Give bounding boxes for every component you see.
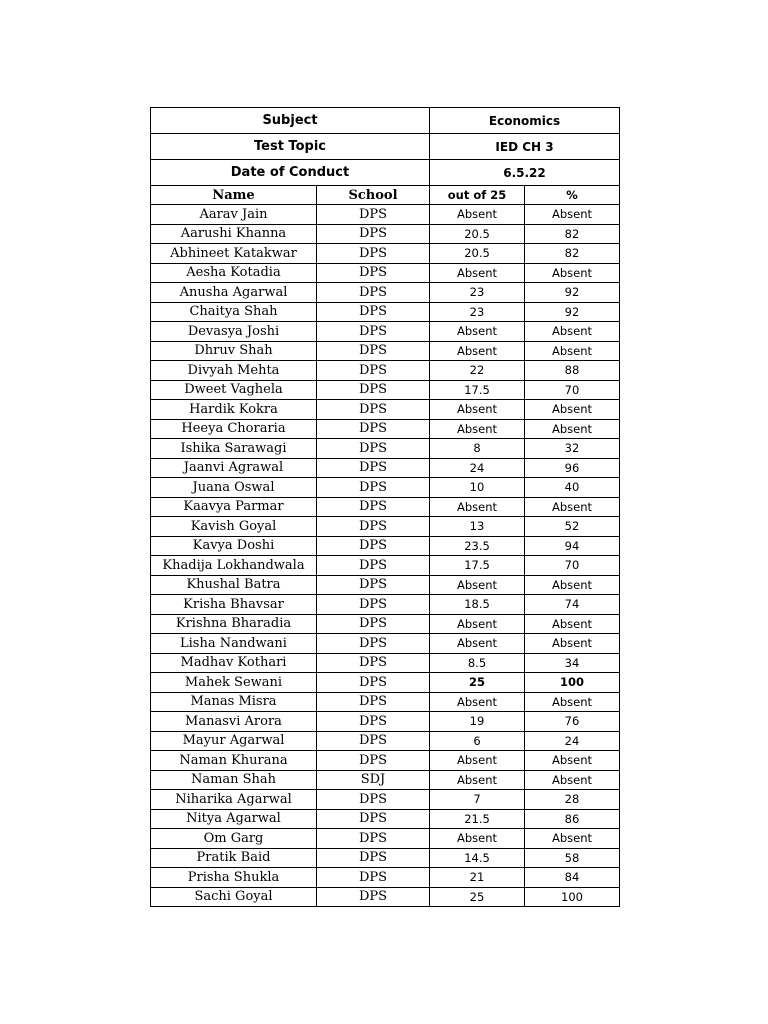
table-row bbox=[151, 614, 620, 634]
table-row bbox=[151, 731, 620, 751]
student-name-cell: Mahek Sewani bbox=[151, 673, 317, 693]
school-cell: DPS bbox=[317, 751, 430, 771]
percent-cell: 96 bbox=[525, 458, 620, 478]
topic-row bbox=[151, 134, 620, 160]
student-name-cell: Aarav Jain bbox=[151, 205, 317, 225]
marks-cell: Absent bbox=[430, 634, 525, 654]
school-cell: SDJ bbox=[317, 770, 430, 790]
percent-cell: 84 bbox=[525, 868, 620, 888]
marks-cell: Absent bbox=[430, 419, 525, 439]
marks-cell: 8 bbox=[430, 439, 525, 459]
percent-cell: Absent bbox=[525, 770, 620, 790]
table-row bbox=[151, 439, 620, 459]
school-cell: DPS bbox=[317, 829, 430, 849]
school-cell: DPS bbox=[317, 302, 430, 322]
marks-cell: 18.5 bbox=[430, 595, 525, 615]
percent-cell: 92 bbox=[525, 283, 620, 303]
subject-label: Subject bbox=[151, 108, 430, 134]
marks-cell: 23.5 bbox=[430, 536, 525, 556]
student-name-cell: Naman Khurana bbox=[151, 751, 317, 771]
student-name-cell: Madhav Kothari bbox=[151, 653, 317, 673]
table-row bbox=[151, 224, 620, 244]
date-row bbox=[151, 160, 620, 186]
school-cell: DPS bbox=[317, 595, 430, 615]
table-row bbox=[151, 575, 620, 595]
percent-cell: Absent bbox=[525, 634, 620, 654]
marks-cell: 25 bbox=[430, 887, 525, 907]
date-label: Date of Conduct bbox=[151, 160, 430, 186]
table-row bbox=[151, 868, 620, 888]
marks-cell: 6 bbox=[430, 731, 525, 751]
percent-cell: Absent bbox=[525, 575, 620, 595]
table-row bbox=[151, 341, 620, 361]
marks-cell: 17.5 bbox=[430, 556, 525, 576]
marks-cell: 20.5 bbox=[430, 244, 525, 264]
school-cell: DPS bbox=[317, 887, 430, 907]
table-row bbox=[151, 673, 620, 693]
school-cell: DPS bbox=[317, 575, 430, 595]
table-row bbox=[151, 263, 620, 283]
student-name-cell: Manas Misra bbox=[151, 692, 317, 712]
percent-cell: Absent bbox=[525, 614, 620, 634]
percent-cell: 58 bbox=[525, 848, 620, 868]
school-cell: DPS bbox=[317, 536, 430, 556]
percent-cell: 28 bbox=[525, 790, 620, 810]
student-name-cell: Niharika Agarwal bbox=[151, 790, 317, 810]
percent-cell: 100 bbox=[525, 887, 620, 907]
student-name-cell: Dhruv Shah bbox=[151, 341, 317, 361]
table-row bbox=[151, 712, 620, 732]
student-name-cell: Pratik Baid bbox=[151, 848, 317, 868]
school-cell: DPS bbox=[317, 809, 430, 829]
subject-row bbox=[151, 108, 620, 134]
student-name-cell: Khushal Batra bbox=[151, 575, 317, 595]
student-name-cell: Manasvi Arora bbox=[151, 712, 317, 732]
marks-cell: 19 bbox=[430, 712, 525, 732]
school-cell: DPS bbox=[317, 790, 430, 810]
percent-cell: 88 bbox=[525, 361, 620, 381]
school-cell: DPS bbox=[317, 478, 430, 498]
student-name-cell: Chaitya Shah bbox=[151, 302, 317, 322]
student-name-cell: Devasya Joshi bbox=[151, 322, 317, 342]
marks-cell: 20.5 bbox=[430, 224, 525, 244]
table-row bbox=[151, 497, 620, 517]
table-row bbox=[151, 887, 620, 907]
student-name-cell: Kaavya Parmar bbox=[151, 497, 317, 517]
student-name-cell: Hardik Kokra bbox=[151, 400, 317, 420]
percent-cell: 92 bbox=[525, 302, 620, 322]
marks-cell: 23 bbox=[430, 302, 525, 322]
percent-cell: 76 bbox=[525, 712, 620, 732]
student-name-cell: Ishika Sarawagi bbox=[151, 439, 317, 459]
subject-value: Economics bbox=[430, 108, 620, 134]
percent-cell: 40 bbox=[525, 478, 620, 498]
student-name-cell: Sachi Goyal bbox=[151, 887, 317, 907]
student-name-cell: Prisha Shukla bbox=[151, 868, 317, 888]
student-name-cell: Krisha Bhavsar bbox=[151, 595, 317, 615]
student-name-cell: Lisha Nandwani bbox=[151, 634, 317, 654]
student-name-cell: Naman Shah bbox=[151, 770, 317, 790]
marks-cell: 13 bbox=[430, 517, 525, 537]
percent-cell: 86 bbox=[525, 809, 620, 829]
marks-cell: 14.5 bbox=[430, 848, 525, 868]
marks-cell: Absent bbox=[430, 341, 525, 361]
marks-cell: 10 bbox=[430, 478, 525, 498]
school-cell: DPS bbox=[317, 322, 430, 342]
marks-cell: 24 bbox=[430, 458, 525, 478]
school-cell: DPS bbox=[317, 380, 430, 400]
school-cell: DPS bbox=[317, 361, 430, 381]
school-cell: DPS bbox=[317, 731, 430, 751]
student-name-cell: Mayur Agarwal bbox=[151, 731, 317, 751]
marks-cell: Absent bbox=[430, 614, 525, 634]
marks-cell: Absent bbox=[430, 263, 525, 283]
marks-cell: Absent bbox=[430, 692, 525, 712]
student-name-cell: Kavish Goyal bbox=[151, 517, 317, 537]
percent-cell: Absent bbox=[525, 205, 620, 225]
school-cell: DPS bbox=[317, 614, 430, 634]
school-cell: DPS bbox=[317, 692, 430, 712]
percent-cell: 82 bbox=[525, 224, 620, 244]
student-name-cell: Nitya Agarwal bbox=[151, 809, 317, 829]
student-name-cell: Dweet Vaghela bbox=[151, 380, 317, 400]
student-name-cell: Juana Oswal bbox=[151, 478, 317, 498]
column-header-marks: out of 25 bbox=[430, 186, 525, 205]
percent-cell: 82 bbox=[525, 244, 620, 264]
student-name-cell: Krishna Bharadia bbox=[151, 614, 317, 634]
table-row bbox=[151, 478, 620, 498]
percent-cell: 24 bbox=[525, 731, 620, 751]
student-name-cell: Kavya Doshi bbox=[151, 536, 317, 556]
percent-cell: 94 bbox=[525, 536, 620, 556]
topic-label: Test Topic bbox=[151, 134, 430, 160]
percent-cell: Absent bbox=[525, 400, 620, 420]
marks-cell: 21 bbox=[430, 868, 525, 888]
school-cell: DPS bbox=[317, 556, 430, 576]
school-cell: DPS bbox=[317, 458, 430, 478]
school-cell: DPS bbox=[317, 224, 430, 244]
column-header-percent: % bbox=[525, 186, 620, 205]
table-row bbox=[151, 400, 620, 420]
marks-cell: Absent bbox=[430, 770, 525, 790]
school-cell: DPS bbox=[317, 517, 430, 537]
table-row bbox=[151, 809, 620, 829]
date-value: 6.5.22 bbox=[430, 160, 620, 186]
school-cell: DPS bbox=[317, 439, 430, 459]
table-row bbox=[151, 205, 620, 225]
column-header-name: Name bbox=[151, 186, 317, 205]
percent-cell: Absent bbox=[525, 263, 620, 283]
school-cell: DPS bbox=[317, 653, 430, 673]
student-name-cell: Aarushi Khanna bbox=[151, 224, 317, 244]
student-name-cell: Om Garg bbox=[151, 829, 317, 849]
table-row bbox=[151, 692, 620, 712]
table-row bbox=[151, 556, 620, 576]
school-cell: DPS bbox=[317, 419, 430, 439]
percent-cell: 74 bbox=[525, 595, 620, 615]
table-row bbox=[151, 829, 620, 849]
school-cell: DPS bbox=[317, 341, 430, 361]
student-name-cell: Anusha Agarwal bbox=[151, 283, 317, 303]
marks-cell: 21.5 bbox=[430, 809, 525, 829]
results-table-body bbox=[151, 108, 620, 907]
table-row bbox=[151, 361, 620, 381]
table-row bbox=[151, 283, 620, 303]
percent-cell: Absent bbox=[525, 692, 620, 712]
marks-cell: 8.5 bbox=[430, 653, 525, 673]
table-row bbox=[151, 322, 620, 342]
table-row bbox=[151, 848, 620, 868]
percent-cell: Absent bbox=[525, 322, 620, 342]
school-cell: DPS bbox=[317, 283, 430, 303]
school-cell: DPS bbox=[317, 848, 430, 868]
column-header-school: School bbox=[317, 186, 430, 205]
table-row bbox=[151, 302, 620, 322]
percent-cell: 70 bbox=[525, 556, 620, 576]
table-row bbox=[151, 536, 620, 556]
school-cell: DPS bbox=[317, 712, 430, 732]
table-row bbox=[151, 790, 620, 810]
marks-cell: 17.5 bbox=[430, 380, 525, 400]
marks-cell: Absent bbox=[430, 400, 525, 420]
table-row bbox=[151, 770, 620, 790]
percent-cell: Absent bbox=[525, 341, 620, 361]
table-row bbox=[151, 595, 620, 615]
marks-cell: Absent bbox=[430, 575, 525, 595]
percent-cell: 70 bbox=[525, 380, 620, 400]
results-table bbox=[150, 107, 620, 907]
school-cell: DPS bbox=[317, 400, 430, 420]
percent-cell: 52 bbox=[525, 517, 620, 537]
column-header-row bbox=[151, 186, 620, 205]
table-row bbox=[151, 517, 620, 537]
marks-cell: Absent bbox=[430, 205, 525, 225]
student-name-cell: Divyah Mehta bbox=[151, 361, 317, 381]
marks-cell: Absent bbox=[430, 751, 525, 771]
table-row bbox=[151, 244, 620, 264]
marks-cell: Absent bbox=[430, 829, 525, 849]
percent-cell: Absent bbox=[525, 419, 620, 439]
marks-cell: 23 bbox=[430, 283, 525, 303]
percent-cell: 32 bbox=[525, 439, 620, 459]
table-row bbox=[151, 634, 620, 654]
student-name-cell: Heeya Choraria bbox=[151, 419, 317, 439]
student-name-cell: Khadija Lokhandwala bbox=[151, 556, 317, 576]
percent-cell: 34 bbox=[525, 653, 620, 673]
marks-cell: 25 bbox=[430, 673, 525, 693]
percent-cell: Absent bbox=[525, 497, 620, 517]
marks-cell: Absent bbox=[430, 497, 525, 517]
student-name-cell: Jaanvi Agrawal bbox=[151, 458, 317, 478]
school-cell: DPS bbox=[317, 497, 430, 517]
percent-cell: Absent bbox=[525, 751, 620, 771]
table-row bbox=[151, 653, 620, 673]
table-row bbox=[151, 751, 620, 771]
student-name-cell: Abhineet Katakwar bbox=[151, 244, 317, 264]
marks-cell: 22 bbox=[430, 361, 525, 381]
table-row bbox=[151, 380, 620, 400]
marks-cell: 7 bbox=[430, 790, 525, 810]
topic-value: IED CH 3 bbox=[430, 134, 620, 160]
student-name-cell: Aesha Kotadia bbox=[151, 263, 317, 283]
percent-cell: 100 bbox=[525, 673, 620, 693]
table-row bbox=[151, 419, 620, 439]
school-cell: DPS bbox=[317, 244, 430, 264]
school-cell: DPS bbox=[317, 634, 430, 654]
school-cell: DPS bbox=[317, 205, 430, 225]
table-row bbox=[151, 458, 620, 478]
school-cell: DPS bbox=[317, 868, 430, 888]
school-cell: DPS bbox=[317, 673, 430, 693]
marks-cell: Absent bbox=[430, 322, 525, 342]
school-cell: DPS bbox=[317, 263, 430, 283]
percent-cell: Absent bbox=[525, 829, 620, 849]
